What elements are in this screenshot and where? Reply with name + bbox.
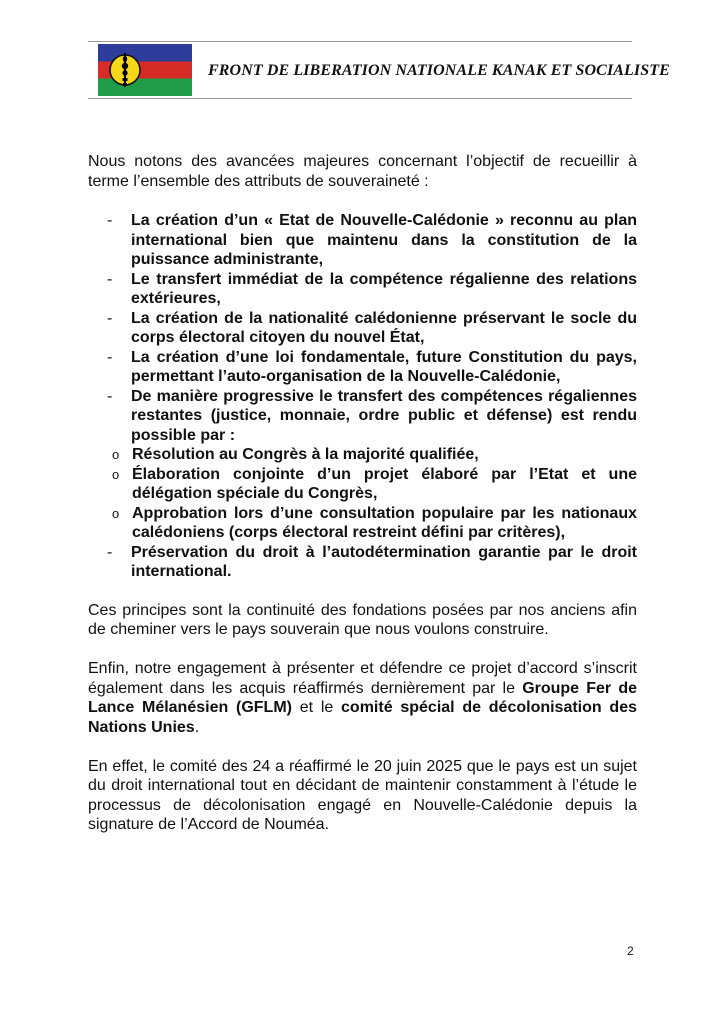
bullet-text: Le transfert immédiat de la compétence régalienne des relations extérieures, <box>131 270 637 307</box>
bullet-text: La création de la nationalité calédonienne préservant le socle du corps électoral citoyen du nouvel État, <box>131 309 637 346</box>
paragraph-continuity: Ces principes sont la continuité des fondations posées par nos anciens afin de cheminer vers le pays souverain que nous voulons construire. <box>88 601 637 638</box>
bullet-marker: - <box>107 212 113 229</box>
bullet-item <box>88 309 637 348</box>
bullet-text: La création d’un « Etat de Nouvelle-Calédonie » reconnu au plan international bien que maintenu dans la constitution de la puissance administrante, <box>131 212 637 268</box>
bullet-item <box>88 348 637 387</box>
bullet-marker: - <box>107 270 113 288</box>
bullet-item <box>88 543 637 582</box>
bullet-text: De manière progressive le transfert des compétences régaliennes restantes (justice, monnaie, ordre public et défense) est rendu possible par : <box>131 387 637 444</box>
kanaky-flag-icon <box>98 44 192 96</box>
sub-marker: o <box>112 447 120 462</box>
bullet-text: Préservation du droit à l’autodétermination garantie par le droit international. <box>131 543 637 580</box>
sub-item <box>88 445 637 465</box>
sub-marker: o <box>112 505 120 521</box>
sub-item <box>88 465 637 504</box>
bullet-marker: - <box>107 348 113 366</box>
bullet-marker: - <box>107 543 113 561</box>
bullet-item <box>88 211 637 270</box>
paragraph-text: et le <box>291 699 342 716</box>
bullet-marker: - <box>107 387 113 405</box>
intro-paragraph: Nous notons des avancées majeures concernant l’objectif de recueillir à terme l’ensemble des attributs de souveraineté : <box>88 153 637 190</box>
paragraph-committee: En effet, le comité des 24 a réaffirmé le 20 juin 2025 que le pays est un sujet du droit international tout en décidant de maintenir constamment à l’étude le processus de décolonisation engagé en Nouvelle-Calédonie depuis la signature de l’Accord de Nouméa. <box>88 757 637 833</box>
sub-text: Approbation lors d’une consultation populaire par les nationaux calédoniens (corps électoral restreint défini par critères), <box>132 504 637 541</box>
bullet-text: La création d’une loi fondamentale, future Constitution du pays, permettant l’auto-organisation de la Nouvelle-Calédonie, <box>131 348 637 385</box>
bullet-item <box>88 270 637 309</box>
un-committee-name: comité spécial de décolonisation des Nations Unies <box>88 699 637 736</box>
document-body <box>88 152 637 854</box>
header-top-rule <box>88 41 632 42</box>
flag-stripe-blue <box>98 44 192 62</box>
paragraph-text: Enfin, notre engagement à présenter et défendre ce projet d’accord s’inscrit également dans les acquis réaffirmés dernièrement par le <box>88 660 637 697</box>
header-title: FRONT DE LIBERATION NATIONALE KANAK ET SOCIALISTE <box>208 62 670 79</box>
paragraph-text: . <box>194 718 200 736</box>
bullet-list <box>88 211 637 582</box>
header-bottom-rule <box>88 98 632 99</box>
bullet-marker: - <box>107 309 113 327</box>
paragraph-engagement <box>88 659 637 737</box>
sub-item <box>88 504 637 543</box>
sub-text: Résolution au Congrès à la majorité qualifiée, <box>132 446 479 463</box>
sub-list <box>88 445 637 543</box>
sub-marker: o <box>112 466 120 482</box>
flag-stripe-green <box>98 79 192 97</box>
gflm-name: Groupe Fer de Lance Mélanésien (GFLM) <box>88 679 637 716</box>
bullet-item <box>88 387 637 446</box>
sub-text: Élaboration conjointe d’un projet élaboré par l’Etat et une délégation spéciale du Congrès, <box>132 465 637 502</box>
page-number: 2 <box>627 944 634 958</box>
